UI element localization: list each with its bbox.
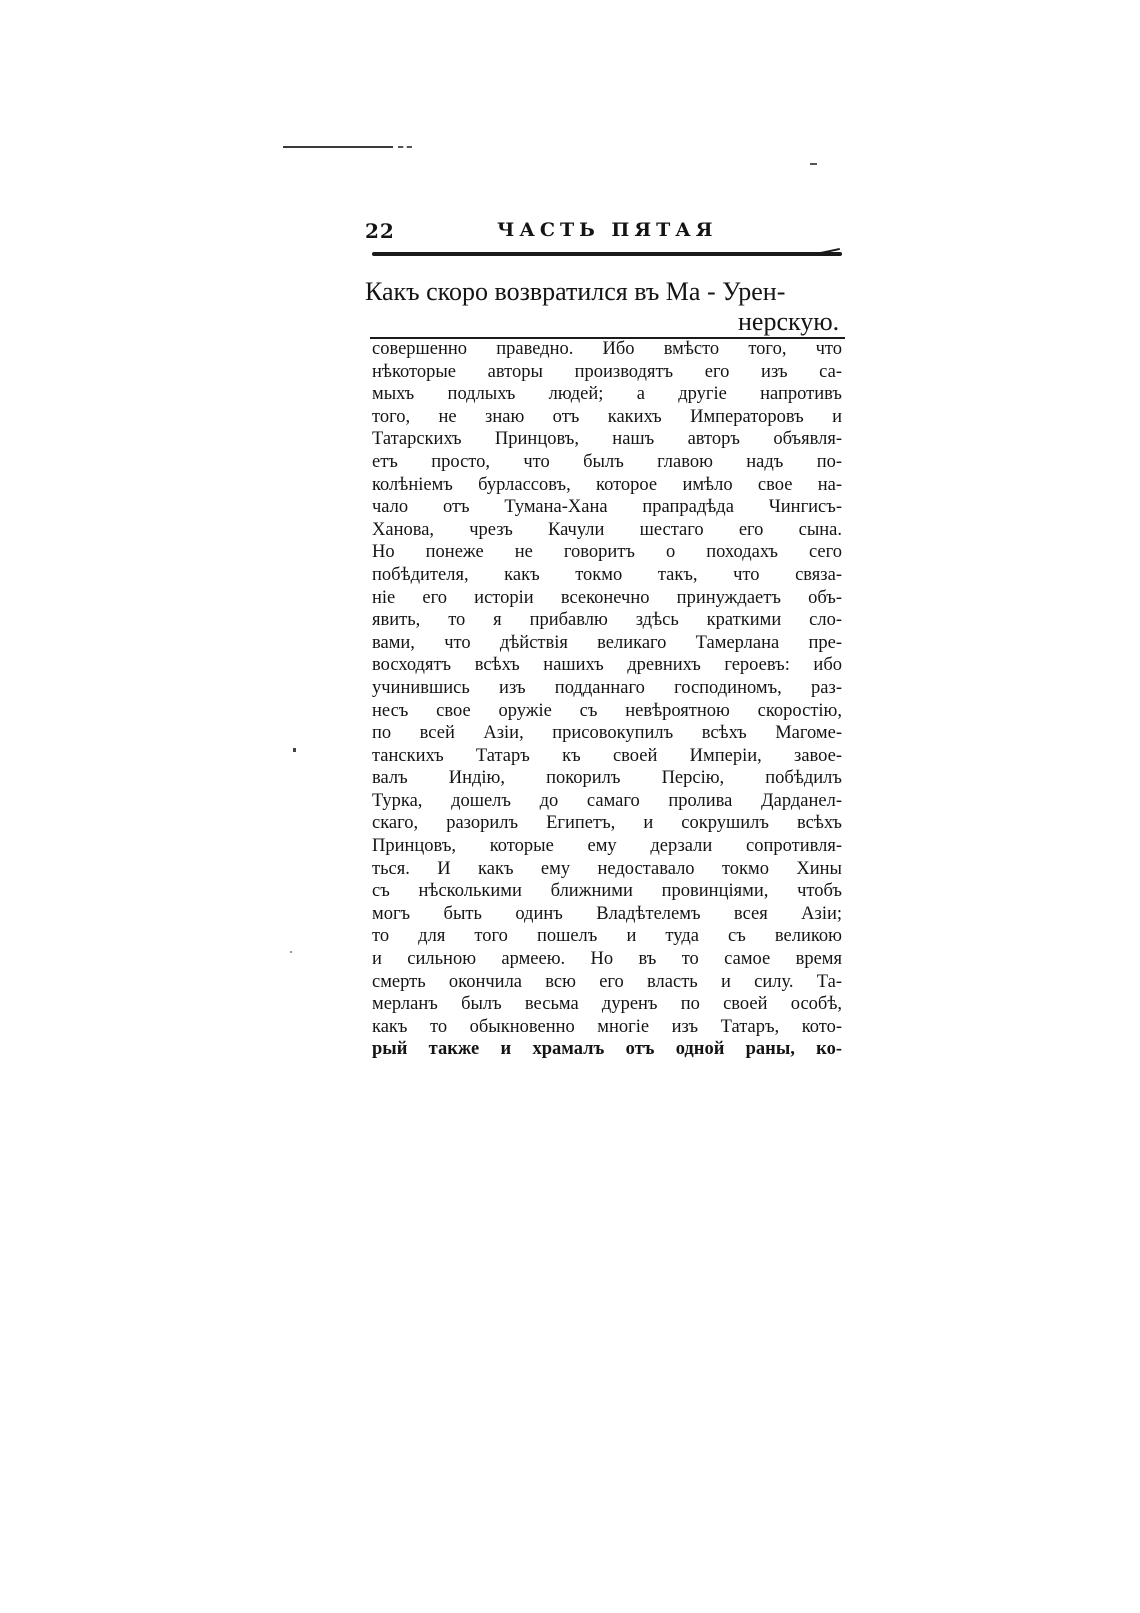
header-rule bbox=[372, 252, 842, 256]
text-line: какъ то обыкновенно многіе изъ Татаръ, кото- bbox=[372, 1016, 842, 1037]
text-line: побѣдителя, какъ токмо такъ, что связа- bbox=[372, 564, 842, 585]
text-line: Но понеже не говоритъ о походахъ сего bbox=[372, 542, 842, 563]
text-line: Принцовъ, которые ему дерзали сопротивля- bbox=[372, 836, 842, 857]
text-line: того, не знаю отъ какихъ Императоровъ и bbox=[372, 406, 842, 427]
text-line: съ нѣсколькими ближними провинціями, чтобъ bbox=[372, 881, 842, 902]
scan-mark-margin bbox=[293, 748, 296, 752]
text-line: вами, что дѣйствія великаго Тамерлана пре- bbox=[372, 632, 842, 653]
scan-mark-margin-lower bbox=[290, 951, 292, 953]
text-line: восходятъ всѣхъ нашихъ древнихъ героевъ: ибо bbox=[372, 655, 842, 676]
text-line: рый также и храмалъ отъ одной раны, ко- bbox=[372, 1039, 842, 1060]
scan-mark-top-dash bbox=[398, 146, 412, 148]
text-line: по всей Азіи, присовокупилъ всѣхъ Магоме- bbox=[372, 723, 842, 744]
text-line: етъ просто, что былъ главою надъ по- bbox=[372, 451, 842, 472]
body-text bbox=[372, 338, 842, 1061]
text-line: то для того пошелъ и туда съ великою bbox=[372, 926, 842, 947]
chapter-title-continuation: нерскую. bbox=[738, 307, 840, 336]
text-line: Ханова, чрезъ Качули шестаго его сына. bbox=[372, 519, 842, 540]
text-line: ніе его исторіи всеконечно принуждаетъ объ- bbox=[372, 587, 842, 608]
text-line: могъ быть одинъ Владѣтелемъ всея Азіи; bbox=[372, 903, 842, 924]
text-line: совершенно праведно. Ибо вмѣсто того, что bbox=[372, 339, 842, 359]
scan-mark-right bbox=[810, 163, 817, 165]
text-line: мерланъ былъ весьма дуренъ по своей особѣ, bbox=[372, 994, 842, 1015]
text-line: мыхъ подлыхъ людей; а другіе напротивъ bbox=[372, 384, 842, 405]
running-head: ЧАСТЬ ПЯТАЯ bbox=[497, 219, 718, 241]
text-line: Татарскихъ Принцовъ, нашъ авторъ объявля- bbox=[372, 429, 842, 450]
text-line: танскихъ Татаръ къ своей Имперіи, завое- bbox=[372, 745, 842, 766]
text-line: смерть окончила всю его власть и силу. Та- bbox=[372, 971, 842, 992]
text-line: несъ свое оружіе съ невѣроятною скоростію, bbox=[372, 700, 842, 721]
page-number: 22 bbox=[365, 219, 395, 243]
chapter-title: Какъ скоро возвратился въ Ма - Урен- bbox=[365, 277, 786, 306]
text-line: ться. И какъ ему недоставало токмо Хины bbox=[372, 858, 842, 879]
text-line: чало отъ Тумана-Хана прапрадѣда Чингисъ- bbox=[372, 497, 842, 518]
scan-mark-top bbox=[283, 146, 393, 148]
text-line: колѣніемъ бурлассовъ, которое имѣло свое на- bbox=[372, 474, 842, 495]
text-line: Турка, дошелъ до самаго пролива Дарданел- bbox=[372, 790, 842, 811]
text-line: скаго, разорилъ Египетъ, и сокрушилъ всѣхъ bbox=[372, 813, 842, 834]
text-line: и сильною армеею. Но въ то самое время bbox=[372, 949, 842, 970]
text-line: валъ Индію, покорилъ Персію, побѣдилъ bbox=[372, 768, 842, 789]
text-line: нѣкоторые авторы производятъ его изъ са- bbox=[372, 361, 842, 382]
text-line: явить, то я прибавлю здѣсь краткими сло- bbox=[372, 610, 842, 631]
text-line: учинившись изъ подданнаго господиномъ, раз- bbox=[372, 677, 842, 698]
